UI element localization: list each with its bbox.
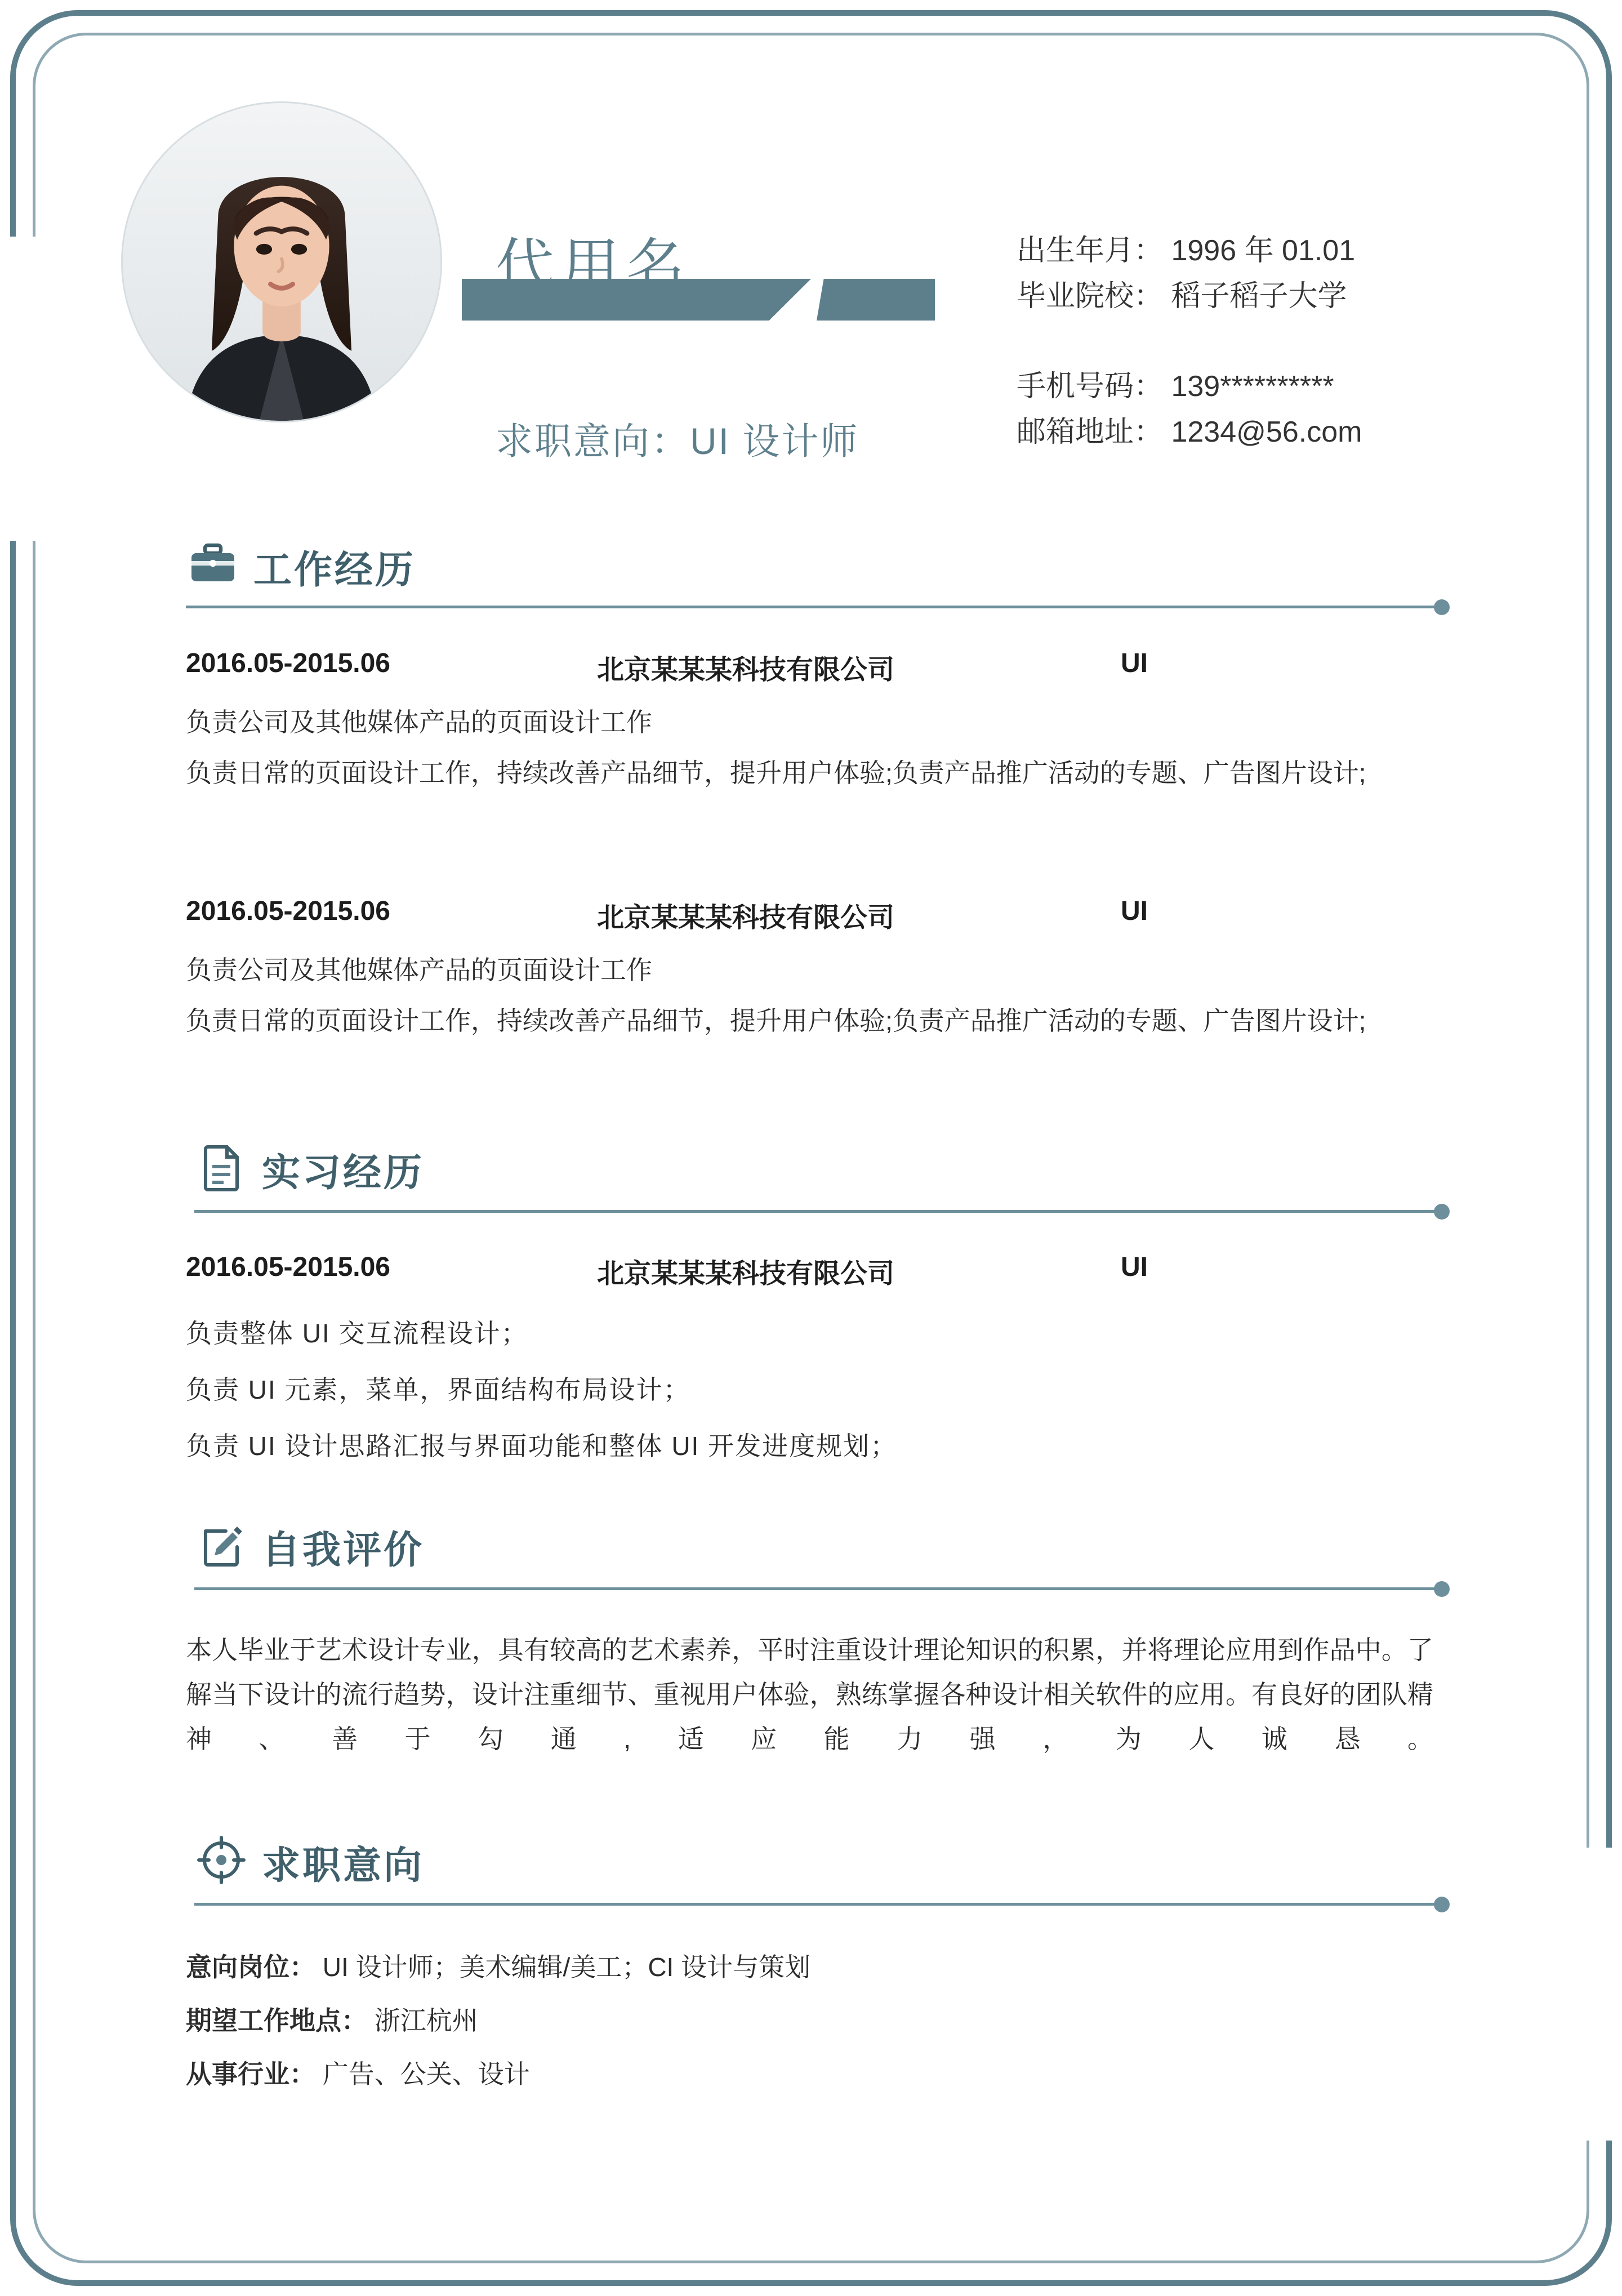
info-birth: 出生年月： 1996 年 01.01	[1017, 234, 1356, 267]
avatar-photo-illustration	[123, 103, 440, 421]
internship-entry-company-1: 北京某某某科技有限公司	[597, 1259, 895, 1289]
job-intent-row-industry	[186, 2053, 1433, 2095]
job-intent-row-location	[186, 2000, 1433, 2042]
work-entry-line-1-2: 负责日常的页面设计工作，持续改善产品细节，提升用户体验;负责产品推广活动的专题、广告图片设计;	[186, 758, 1366, 787]
rule-end-dot	[1434, 1581, 1450, 1597]
work-entry-line-1-1: 负责公司及其他媒体产品的页面设计工作	[186, 708, 652, 737]
target-icon	[194, 1833, 248, 1887]
work-entry-company-1: 北京某某某科技有限公司	[597, 655, 895, 685]
work-entry-date-1: 2016.05-2015.06	[186, 648, 390, 678]
section-rule-internship	[194, 1210, 1442, 1213]
rule-end-dot	[1434, 1204, 1450, 1220]
candidate-name: 代用名	[496, 234, 692, 299]
rule-end-dot	[1434, 599, 1450, 615]
internship-entry-date-1: 2016.05-2015.06	[186, 1252, 390, 1282]
job-intent-label-location: 期望工作地点：	[186, 2006, 367, 2035]
section-title-internship: 实习经历	[262, 1151, 425, 1194]
info-school: 毕业院校： 稻子稻子大学	[1017, 279, 1347, 313]
contact-info-block	[1017, 228, 1523, 455]
frame-gap-right	[1577, 1848, 1622, 2141]
resume-header	[0, 84, 1622, 462]
edit-pencil-icon	[194, 1518, 248, 1572]
internship-line-1: 负责整体 UI 交互流程设计；	[186, 1319, 528, 1348]
internship-line-2: 负责 UI 元素，菜单，界面结构布局设计；	[186, 1375, 690, 1404]
job-intent-value-location: 浙江杭州	[374, 2006, 478, 2035]
internship-line-3: 负责 UI 设计思路汇报与界面功能和整体 UI 开发进度规划；	[186, 1431, 898, 1461]
work-entry-company-2: 北京某某某科技有限公司	[597, 903, 895, 933]
work-entry-line-2-2: 负责日常的页面设计工作，持续改善产品细节，提升用户体验;负责产品推广活动的专题、广告图片设计;	[186, 1006, 1366, 1035]
work-entry-role-1: UI	[1121, 648, 1148, 678]
section-rule-work	[186, 606, 1442, 608]
section-title-job-intent: 求职意向	[262, 1844, 425, 1887]
info-email: 邮箱地址： 1234@56.com	[1017, 415, 1362, 448]
work-entry-line-2-1: 负责公司及其他媒体产品的页面设计工作	[186, 955, 652, 985]
rule-end-dot	[1434, 1897, 1450, 1912]
job-intent-label-position: 意向岗位：	[186, 1952, 315, 1982]
job-intent-row-position	[186, 1946, 1433, 1988]
self-evaluation-text: 本人毕业于艺术设计专业，具有较高的艺术素养，平时注重设计理论知识的积累，并将理论应用到作品中。了解当下设计的流行趋势，设计注重细节、重视用户体验，熟练掌握各种设计相关软件的应用。有良好的团队精神、善于勾通,适应能力强，为人诚恳。	[186, 1635, 1433, 1754]
briefcase-icon	[186, 537, 240, 591]
work-entry-date-2: 2016.05-2015.06	[186, 896, 390, 926]
name-banner-bar-secondary	[817, 279, 935, 321]
document-icon	[194, 1140, 248, 1194]
avatar	[121, 101, 442, 422]
job-intent-value-industry: 广告、公关、设计	[322, 2059, 530, 2089]
work-entry-role-2: UI	[1121, 896, 1148, 926]
section-title-work: 工作经历	[253, 549, 416, 591]
section-title-self-evaluation: 自我评价	[262, 1529, 425, 1572]
internship-entry-role-1: UI	[1121, 1252, 1148, 1282]
info-spacer	[1017, 319, 1523, 364]
info-phone: 手机号码： 139**********	[1017, 370, 1334, 403]
section-rule-job-intent	[194, 1903, 1442, 1906]
header-job-target: 求职意向：UI 设计师	[496, 420, 859, 462]
job-intent-label-industry: 从事行业：	[186, 2059, 315, 2089]
job-intent-value-position: UI 设计师；美术编辑/美工；CI 设计与策划	[322, 1952, 811, 1982]
section-rule-self-evaluation	[194, 1587, 1442, 1590]
